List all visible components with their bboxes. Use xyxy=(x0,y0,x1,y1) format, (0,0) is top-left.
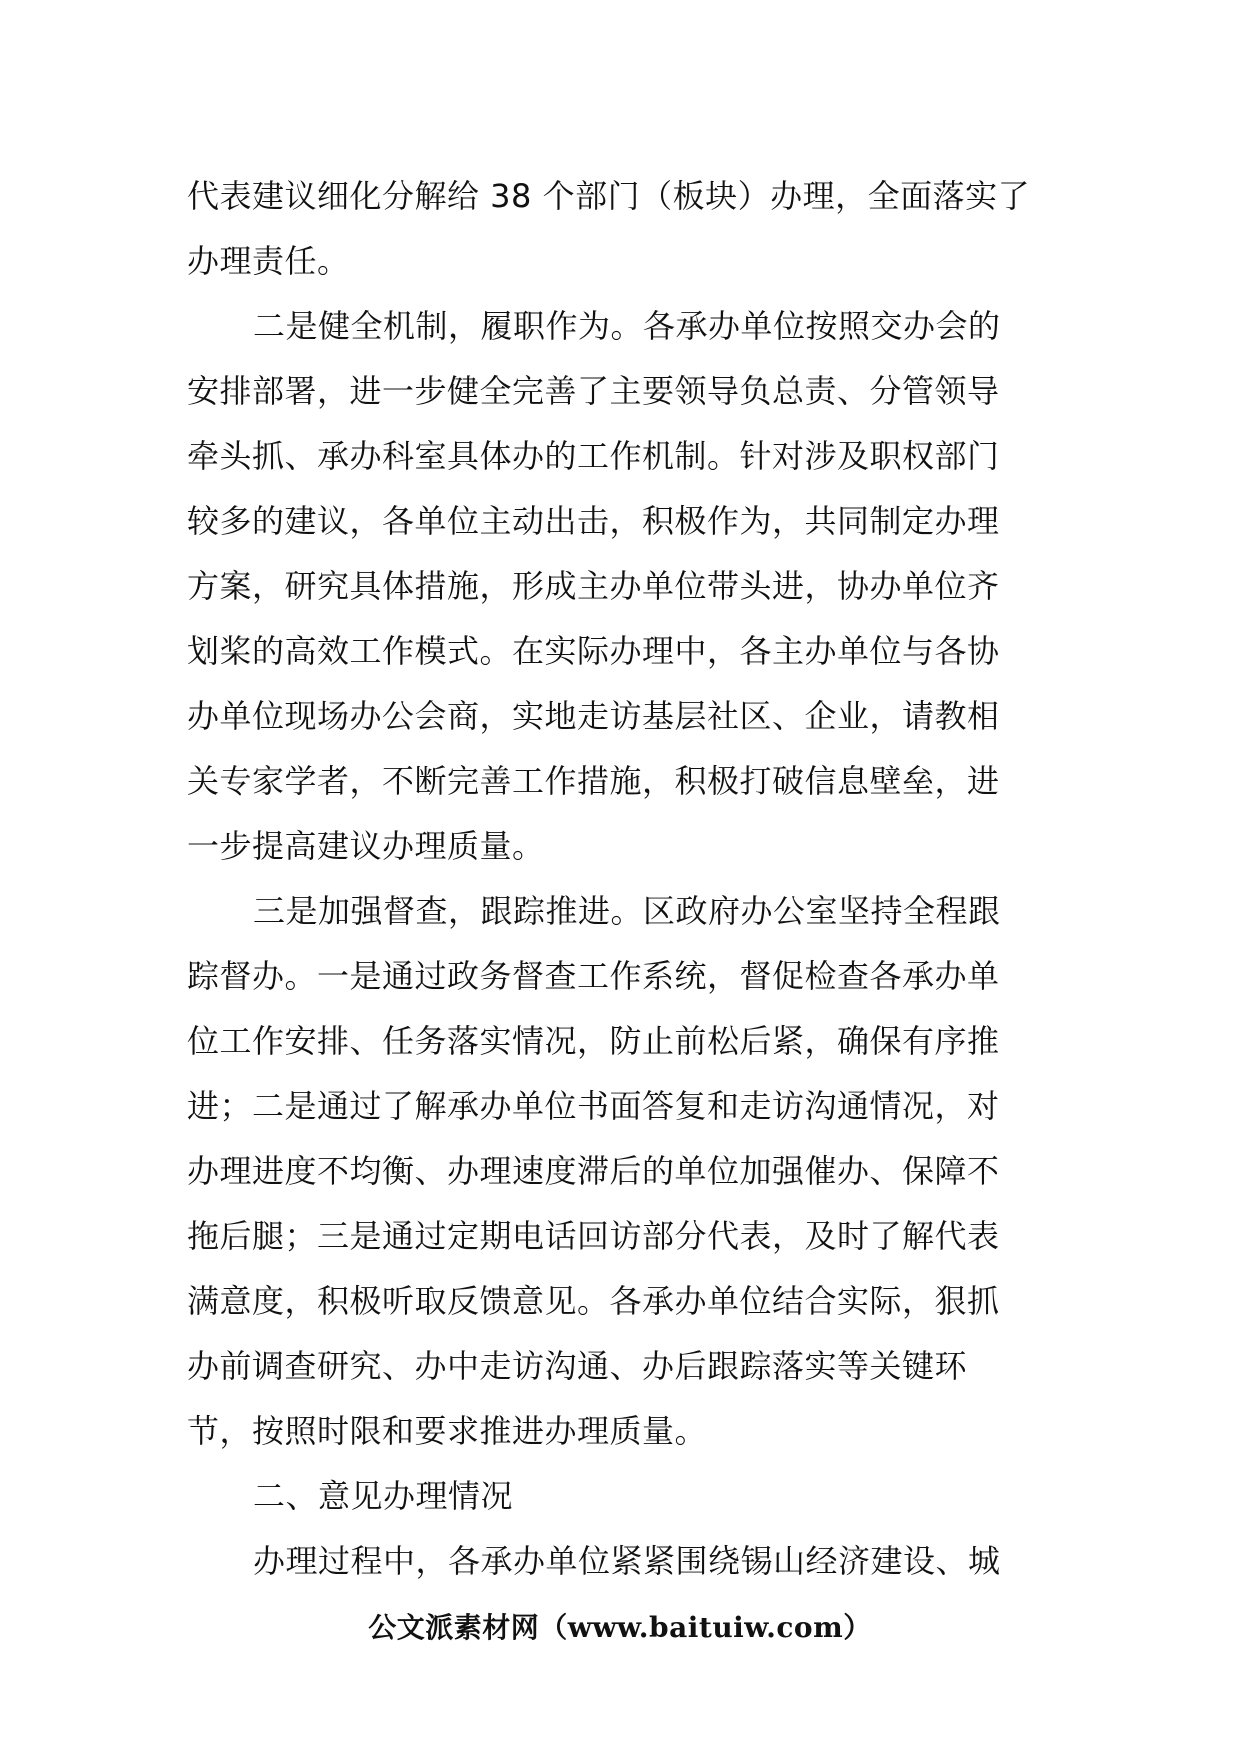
text-line: 进；二是通过了解承办单位书面答复和走访沟通情况，对 xyxy=(187,1087,1000,1125)
text-line: 代表建议细化分解给 38 个部门（板块）办理，全面落实了 xyxy=(187,177,1031,215)
text-line: 办单位现场办公会商，实地走访基层社区、企业，请教相 xyxy=(187,697,1000,735)
text-line: 牵头抓、承办科室具体办的工作机制。针对涉及职权部门 xyxy=(187,437,1000,475)
text-line: 较多的建议，各单位主动出击，积极作为，共同制定办理 xyxy=(187,502,1000,540)
text-line: 关专家学者，不断完善工作措施，积极打破信息壁垒，进 xyxy=(187,762,1000,800)
text-line: 二是健全机制，履职作为。各承办单位按照交办会的 xyxy=(253,307,1001,345)
text-line: 二、意见办理情况 xyxy=(253,1477,514,1515)
text-line: 节，按照时限和要求推进办理质量。 xyxy=(187,1412,708,1450)
text-line: 划桨的高效工作模式。在实际办理中，各主办单位与各协 xyxy=(187,632,1000,670)
text-line: 拖后腿；三是通过定期电话回访部分代表，及时了解代表 xyxy=(187,1217,1000,1255)
text-line: 办理责任。 xyxy=(187,242,350,280)
footer-watermark: 公文派素材网（www.baituiw.com） xyxy=(368,1611,872,1644)
text-line: 安排部署，进一步健全完善了主要领导负总责、分管领导 xyxy=(187,372,1000,410)
text-line: 踪督办。一是通过政务督查工作系统，督促检查各承办单 xyxy=(187,957,1000,995)
text-line: 位工作安排、任务落实情况，防止前松后紧，确保有序推 xyxy=(187,1022,1000,1060)
text-line: 方案，研究具体措施，形成主办单位带头进，协办单位齐 xyxy=(187,567,1000,605)
text-line: 一步提高建议办理质量。 xyxy=(187,827,545,865)
text-line: 办理过程中，各承办单位紧紧围绕锡山经济建设、城 xyxy=(253,1542,1001,1580)
text-line: 办理进度不均衡、办理速度滞后的单位加强催办、保障不 xyxy=(187,1152,1000,1190)
text-line: 办前调查研究、办中走访沟通、办后跟踪落实等关键环 xyxy=(187,1347,968,1385)
text-line: 满意度，积极听取反馈意见。各承办单位结合实际，狠抓 xyxy=(187,1282,1000,1320)
document-body xyxy=(187,164,1055,1594)
text-line: 三是加强督查，跟踪推进。区政府办公室坚持全程跟 xyxy=(253,892,1001,930)
